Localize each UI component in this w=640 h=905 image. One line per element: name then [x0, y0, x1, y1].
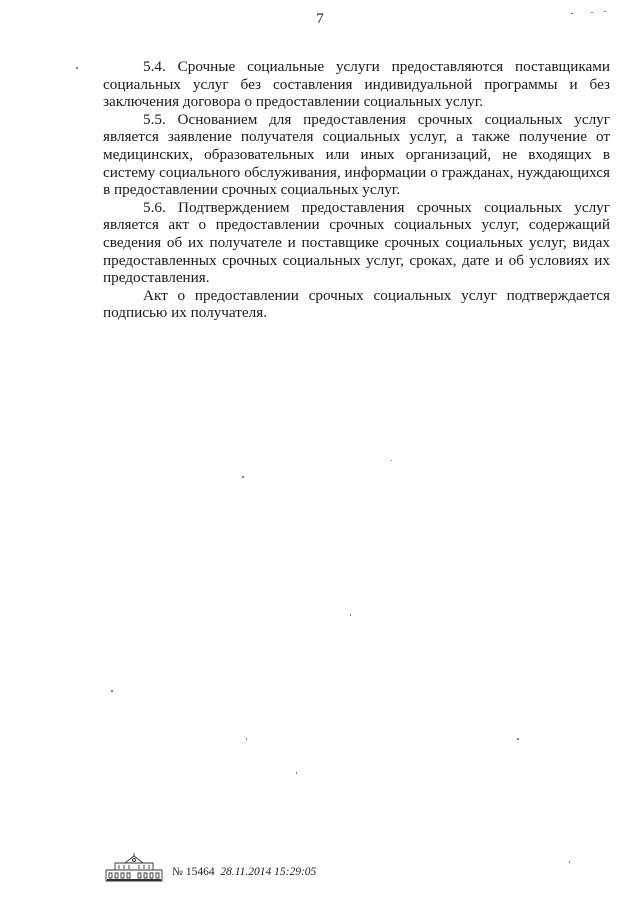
scan-speck [517, 738, 519, 740]
paragraph-5-4: 5.4. Срочные социальные услуги предоставляются поставщиками социальных услуг без составления индивидуальной программы и без заключения договора о предоставлении социальных услуг. [103, 58, 610, 111]
scan-speck [591, 12, 593, 13]
scan-speck [350, 614, 351, 616]
scan-speck [569, 861, 570, 863]
scan-speck [571, 13, 573, 14]
registration-number: № 15464 [172, 866, 215, 878]
registration-timestamp: 28.11.2014 15:29:05 [220, 866, 317, 878]
registration-footer [172, 866, 316, 878]
scan-speck [604, 11, 606, 12]
paragraph-act: Акт о предоставлении срочных социальных услуг подтверждается подписью их получателя. [103, 286, 610, 322]
paragraph-5-5: 5.5. Основанием для предоставления срочных социальных услуг является заявление получателя социальных услуг, а также получение от медицинских, образовательных или иных организаций, не входящих в систему социального обслуживания, информации о гражданах, нуждающихся в предоставлении срочных социальных услуг. [103, 110, 610, 199]
scan-speck [391, 460, 392, 461]
scan-speck [296, 772, 297, 774]
registration-stamp-icon [103, 852, 165, 884]
scan-speck [242, 476, 244, 478]
scan-speck [111, 690, 113, 692]
document-body [103, 58, 610, 322]
paragraph-5-6: 5.6. Подтверждением предоставления срочных социальных услуг является акт о предоставлении срочных социальных услуг, содержащий сведения об их получателе и поставщике срочных социальных услуг, видах предоставленных срочных социальных услуг, сроках, дате и об условиях их предоставления. [103, 198, 610, 287]
scan-speck [246, 738, 247, 740]
page-number: 7 [316, 11, 324, 27]
scan-speck [76, 67, 78, 69]
